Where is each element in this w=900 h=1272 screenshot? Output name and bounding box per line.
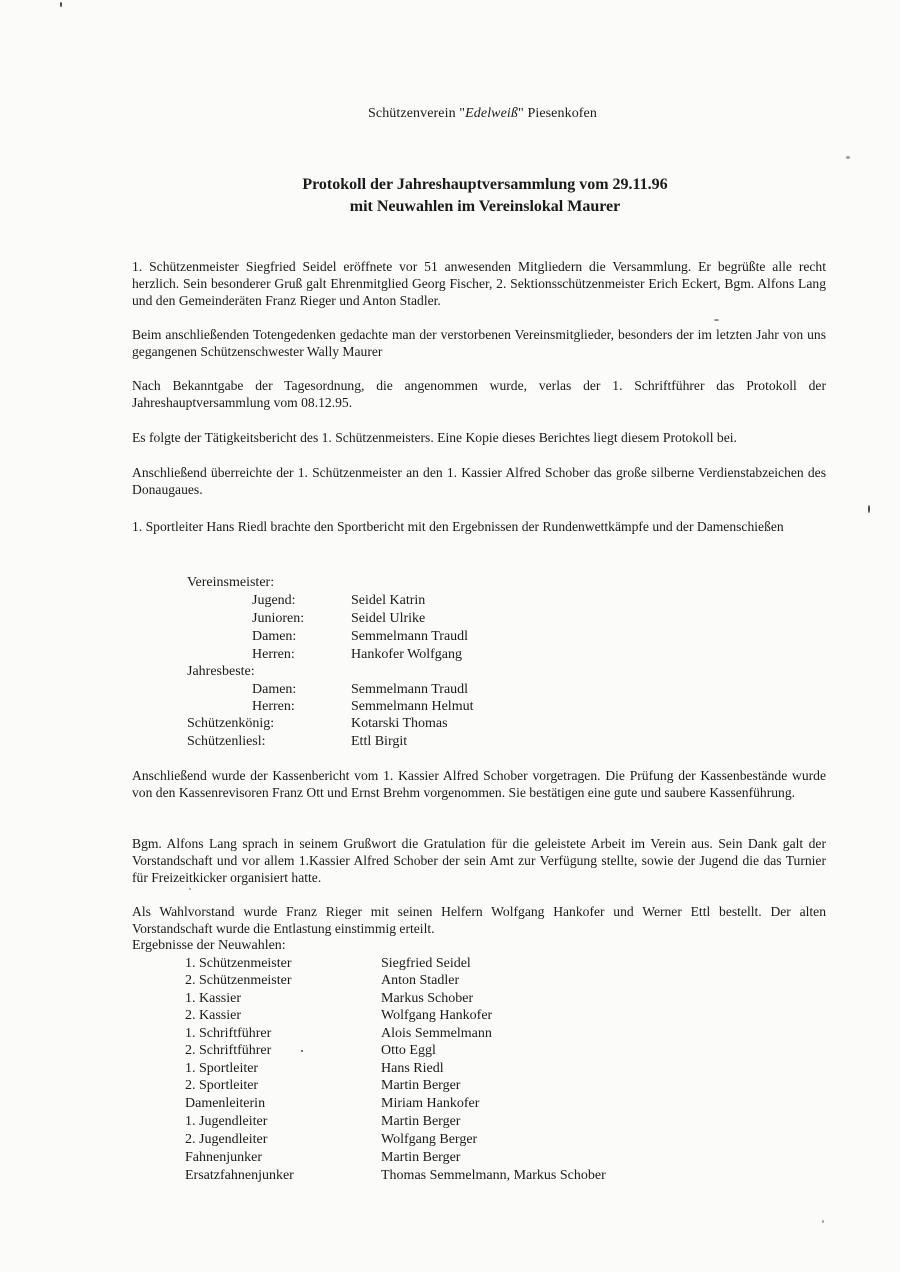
title-line-2: mit Neuwahlen im Vereinslokal Maurer xyxy=(349,198,621,215)
election-office: Ersatzfahnenjunker xyxy=(185,1168,294,1183)
election-name: Alois Semmelmann xyxy=(381,1026,492,1041)
election-office: Fahnenjunker xyxy=(185,1150,262,1165)
document-title xyxy=(0,174,900,218)
sport-name: Semmelmann Traudl xyxy=(351,682,469,697)
paragraph-award: Anschließend überreichte der 1. Schützenmeister an den 1. Kassier Alfred Schober das große silberne Verdienstabzeichen des Donaugaues. xyxy=(132,465,826,497)
election-name: Martin Berger xyxy=(381,1114,461,1129)
scan-speck xyxy=(301,1050,303,1052)
club-header xyxy=(0,106,900,122)
election-name: Anton Stadler xyxy=(381,973,460,988)
election-name: Martin Berger xyxy=(381,1078,461,1093)
election-office: 2. Schützenmeister xyxy=(185,973,292,988)
election-office: 1. Jugendleiter xyxy=(185,1114,268,1129)
election-office: 2. Jugendleiter xyxy=(185,1132,268,1147)
election-name: Thomas Semmelmann, Markus Schober xyxy=(381,1168,606,1183)
scan-speck xyxy=(868,505,870,513)
sport-name: Seidel Ulrike xyxy=(351,611,426,626)
election-name: Wolfgang Berger xyxy=(381,1132,478,1147)
election-name: Markus Schober xyxy=(381,991,474,1006)
election-name: Wolfgang Hankofer xyxy=(381,1008,493,1023)
club-name: Edelweiß xyxy=(465,106,519,121)
club-prefix: Schützenverein " xyxy=(368,106,466,121)
paragraph-activity-report: Es folgte der Tätigkeitsbericht des 1. Schützenmeisters. Eine Kopie dieses Berichtes liegt diesem Protokoll bei. xyxy=(132,430,737,445)
sport-label: Herren: xyxy=(252,647,295,662)
jahresbeste-heading: Jahresbeste: xyxy=(187,664,255,679)
paragraph-mayor-greeting: Bgm. Alfons Lang sprach in seinem Grußwort die Gratulation für die geleistete Arbeit im Verein aus. Sein Dank galt der Vorstandschaft und vor allem 1.Kassier Alfred Schober der sein Amt zur Verfügung stellte, sowie der Jugend die das Turnier für Freizeitkicker organisiert hatte. xyxy=(132,836,826,885)
election-name: Otto Eggl xyxy=(381,1043,436,1058)
sport-label: Jugend: xyxy=(252,593,296,608)
elections-heading: Ergebnisse der Neuwahlen: xyxy=(132,938,286,953)
election-office: 1. Schützenmeister xyxy=(185,956,292,971)
election-office: Damenleiterin xyxy=(185,1096,266,1111)
sport-name: Semmelmann Helmut xyxy=(351,699,474,714)
paragraph-agenda: Nach Bekanntgabe der Tagesordnung, die angenommen wurde, verlas der 1. Schriftführer das Protokoll der Jahreshauptversammlung vom 08.12.95. xyxy=(132,378,826,410)
election-office: 2. Schriftführer xyxy=(185,1043,272,1058)
sport-label: Schützenliesl: xyxy=(187,734,266,749)
paragraph-election-board: Als Wahlvorstand wurde Franz Rieger mit seinen Helfern Wolfgang Hankofer und Werner Ettl bestellt. Der alten Vorstandschaft wurde die Entlastung einstimmig erteilt. xyxy=(132,904,826,936)
sport-label: Junioren: xyxy=(252,611,305,626)
vereinsmeister-heading: Vereinsmeister: xyxy=(187,575,275,590)
election-office: 2. Sportleiter xyxy=(185,1078,259,1093)
sport-name: Hankofer Wolfgang xyxy=(351,647,462,662)
election-name: Miriam Hankofer xyxy=(381,1096,480,1111)
election-office: 1. Sportleiter xyxy=(185,1061,259,1076)
sport-label: Schützenkönig: xyxy=(187,716,275,731)
scan-speck xyxy=(60,2,62,7)
title-line-1: Protokoll der Jahreshauptversammlung vom 29.11.96 xyxy=(302,176,668,193)
club-suffix: " Piesenkofen xyxy=(518,106,597,121)
paragraph-sport-report: 1. Sportleiter Hans Riedl brachte den Sportbericht mit den Ergebnissen der Rundenwettkämpfe und der Damenschießen xyxy=(132,519,784,534)
paragraph-opening: 1. Schützenmeister Siegfried Seidel eröffnete vor 51 anwesenden Mitgliedern die Versammlung. Er begrüßte alle recht herzlich. Sein besonderer Gruß galt Ehrenmitglied Georg Fischer, 2. Sektionsschützenmeister Erich Eckert, Bgm. Alfons Lang und den Gemeinderäten Franz Rieger und Anton Stadler. xyxy=(132,259,826,308)
paragraph-cash-report: Anschließend wurde der Kassenbericht vom 1. Kassier Alfred Schober vorgetragen. Die Prüfung der Kassenbestände wurde von den Kassenrevisoren Franz Ott und Ernst Brehm vorgenommen. Sie bestätigen eine gute und saubere Kassenführung. xyxy=(132,768,826,800)
sport-name: Ettl Birgit xyxy=(351,734,408,749)
election-name: Martin Berger xyxy=(381,1150,461,1165)
sport-label: Damen: xyxy=(252,629,297,644)
election-office: 2. Kassier xyxy=(185,1008,241,1023)
sport-name: Seidel Katrin xyxy=(351,593,426,608)
sport-label: Herren: xyxy=(252,699,295,714)
election-office: 1. Kassier xyxy=(185,991,241,1006)
sport-name: Semmelmann Traudl xyxy=(351,629,469,644)
election-office: 1. Schriftführer xyxy=(185,1026,272,1041)
election-name: Siegfried Seidel xyxy=(381,956,471,971)
paragraph-memorial: Beim anschließenden Totengedenken gedachte man der verstorbenen Vereinsmitglieder, besonders der im letzten Jahr von uns gegangenen Schützenschwester Wally Maurer xyxy=(132,327,826,359)
sport-label: Damen: xyxy=(252,682,297,697)
election-name: Hans Riedl xyxy=(381,1061,444,1076)
scan-speck xyxy=(189,888,191,890)
scan-speck xyxy=(714,319,719,321)
scan-speck xyxy=(822,1220,824,1223)
sport-name: Kotarski Thomas xyxy=(351,716,448,731)
scan-speck xyxy=(846,156,850,159)
